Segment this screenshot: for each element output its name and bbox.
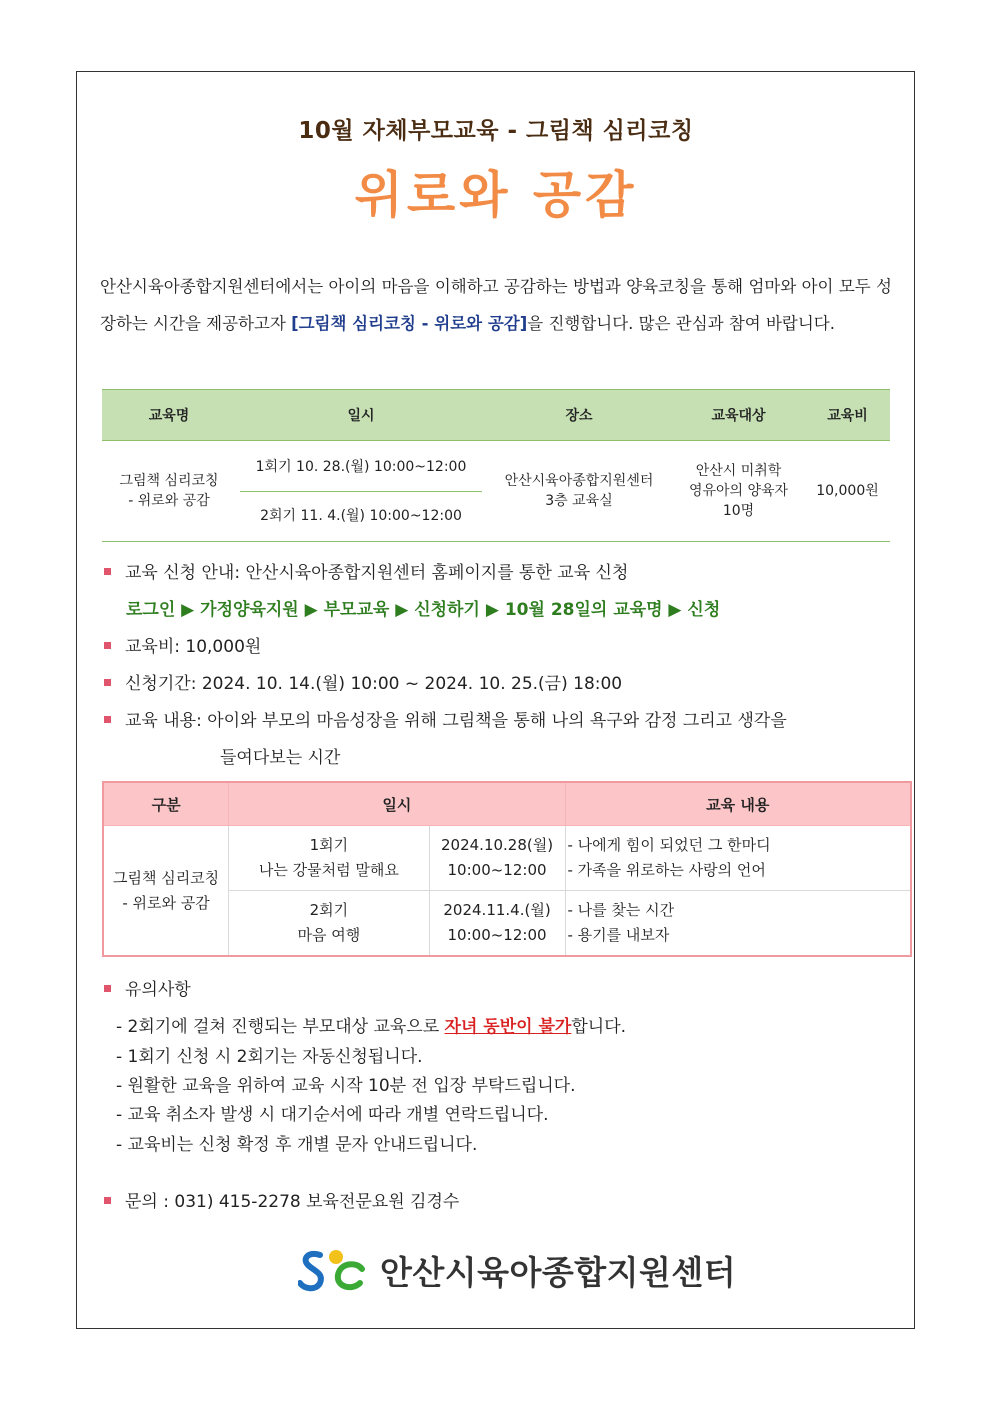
note-line-5: - 교육비는 신청 확정 후 개별 문자 안내드립니다. [116,1135,478,1155]
category-line2: - 위로와 공감 [122,893,210,912]
target-cell [672,441,805,542]
header-datetime: 일시 [229,782,565,826]
content-line: - 가족을 위로하는 사랑의 언어 [567,861,766,879]
header-category: 구분 [103,782,229,826]
period-item [104,669,622,694]
content-item [104,706,787,731]
content-line: - 나를 찾는 시간 [567,901,675,919]
header-datetime: 일시 [236,390,486,441]
note-text: - 2회기에 걸쳐 진행되는 부모대상 교육으로 [116,1017,445,1037]
program-name-cell [102,441,236,542]
session-date: 2024.11.4.(월) [443,901,551,919]
page-subtitle: 10월 자체부모교육 - 그림책 심리코칭 [298,118,694,144]
bullet-square-icon [104,716,111,723]
period-text: 신청기간: 2024. 10. 14.(월) 10:00 ~ 2024. 10. 25.(금) 18:00 [125,674,623,694]
target-line2: 영유아의 양육자 [688,483,789,499]
content-line: - 나에게 힘이 되었던 그 한마디 [567,836,771,854]
no-children-warning: 자녀 동반이 불가 [444,1017,572,1037]
center-logo-text: 안산시육아종합지원센터 [380,1252,737,1292]
apply-guide-text: 교육 신청 안내: 안산시육아종합지원센터 홈페이지를 통한 교육 신청 [125,563,629,583]
note-line-1 [116,1012,626,1037]
content-text-line1: 교육 내용: 아이와 부모의 마음성장을 위해 그림책을 통해 나의 욕구와 감정 그리고 생각을 [125,711,787,731]
summary-row [102,441,890,542]
category-line1: 그림책 심리코칭 [112,868,220,887]
intro-text-end: 을 진행합니다. 많은 관심과 참여 바랍니다. [527,314,835,333]
date-cell [429,891,565,957]
session1-datetime: 1회기 10. 28.(월) 10:00~12:00 [240,443,482,492]
bullet-square-icon [104,642,111,649]
intro-text: 안산시육아종합지원센터에서는 아이의 마음을 이해하고 공감하는 방법과 양육코칭을 통해 엄마와 아이 모두 성장하는 시간을 제공하고자 [100,277,892,333]
summary-header-row [102,390,890,441]
bullet-square-icon [104,985,111,992]
fee-item [104,632,261,657]
session-number: 2회기 [309,901,349,919]
category-cell [103,826,229,957]
fee-text: 교육비: 10,000원 [125,637,262,657]
session-date: 2024.10.28(월) [441,836,554,854]
bullet-square-icon [104,568,111,575]
intro-program-highlight: [그림책 심리코칭 - 위로와 공감] [291,314,528,333]
detail-header-row [103,782,911,826]
center-logo-icon [298,1245,372,1295]
target-line1: 안산시 미취학 [695,463,782,479]
session-title: 마음 여행 [297,926,361,944]
summary-table [102,389,890,542]
date-cell [429,826,565,891]
header-place: 장소 [486,390,672,441]
notes-heading [104,975,191,1000]
content-cell [565,891,911,957]
target-line3: 10명 [722,503,755,519]
header-program-name: 교육명 [102,390,236,441]
program-name-line1: 그림책 심리코칭 [119,473,219,489]
session-time: 10:00~12:00 [447,861,547,879]
session-cell [229,891,429,957]
session-cell [229,826,429,891]
note-line-4: - 교육 취소자 발생 시 대기순서에 따라 개별 연락드립니다. [116,1105,549,1125]
session2-datetime: 2회기 11. 4.(월) 10:00~12:00 [260,507,462,524]
notes-heading-text: 유의사항 [125,980,191,1000]
session-title: 나는 강물처럼 말해요 [258,861,399,879]
header-target: 교육대상 [672,390,805,441]
note-line-2: - 1회기 신청 시 2회기는 자동신청됩니다. [116,1047,423,1067]
program-name-line2: - 위로와 공감 [128,493,210,509]
fee-cell: 10,000원 [805,441,890,542]
bullet-square-icon [104,1197,111,1204]
bullet-square-icon [104,679,111,686]
session-number: 1회기 [309,836,349,854]
contact-item [104,1187,459,1212]
datetime-cell [236,441,486,542]
place-cell [486,441,672,542]
note-line-3: - 원활한 교육을 위하여 교육 시작 10분 전 입장 부탁드립니다. [116,1076,576,1096]
contact-text: 문의 : 031) 415-2278 보육전문요원 김경수 [125,1192,460,1212]
content-text-line2: 들여다보는 시간 [220,748,341,768]
center-logo [298,1244,736,1296]
content-line: - 용기를 내보자 [567,926,670,944]
apply-guide-item [104,558,628,583]
header-content: 교육 내용 [565,782,911,826]
intro-paragraph [100,268,892,342]
session-time: 10:00~12:00 [447,926,547,944]
note-text: 합니다. [571,1017,627,1037]
header-fee: 교육비 [805,390,890,441]
detail-row-1 [103,826,911,891]
page-title: 위로와 공감 [354,166,638,224]
place-line1: 안산시육아종합지원센터 [504,473,654,489]
content-cell [565,826,911,891]
place-line2: 3층 교육실 [545,493,613,509]
detail-table [102,781,912,957]
apply-path: 로그인 ▶ 가정양육지원 ▶ 부모교육 ▶ 신청하기 ▶ 10월 28일의 교육명 ▶ 신청 [126,600,721,620]
